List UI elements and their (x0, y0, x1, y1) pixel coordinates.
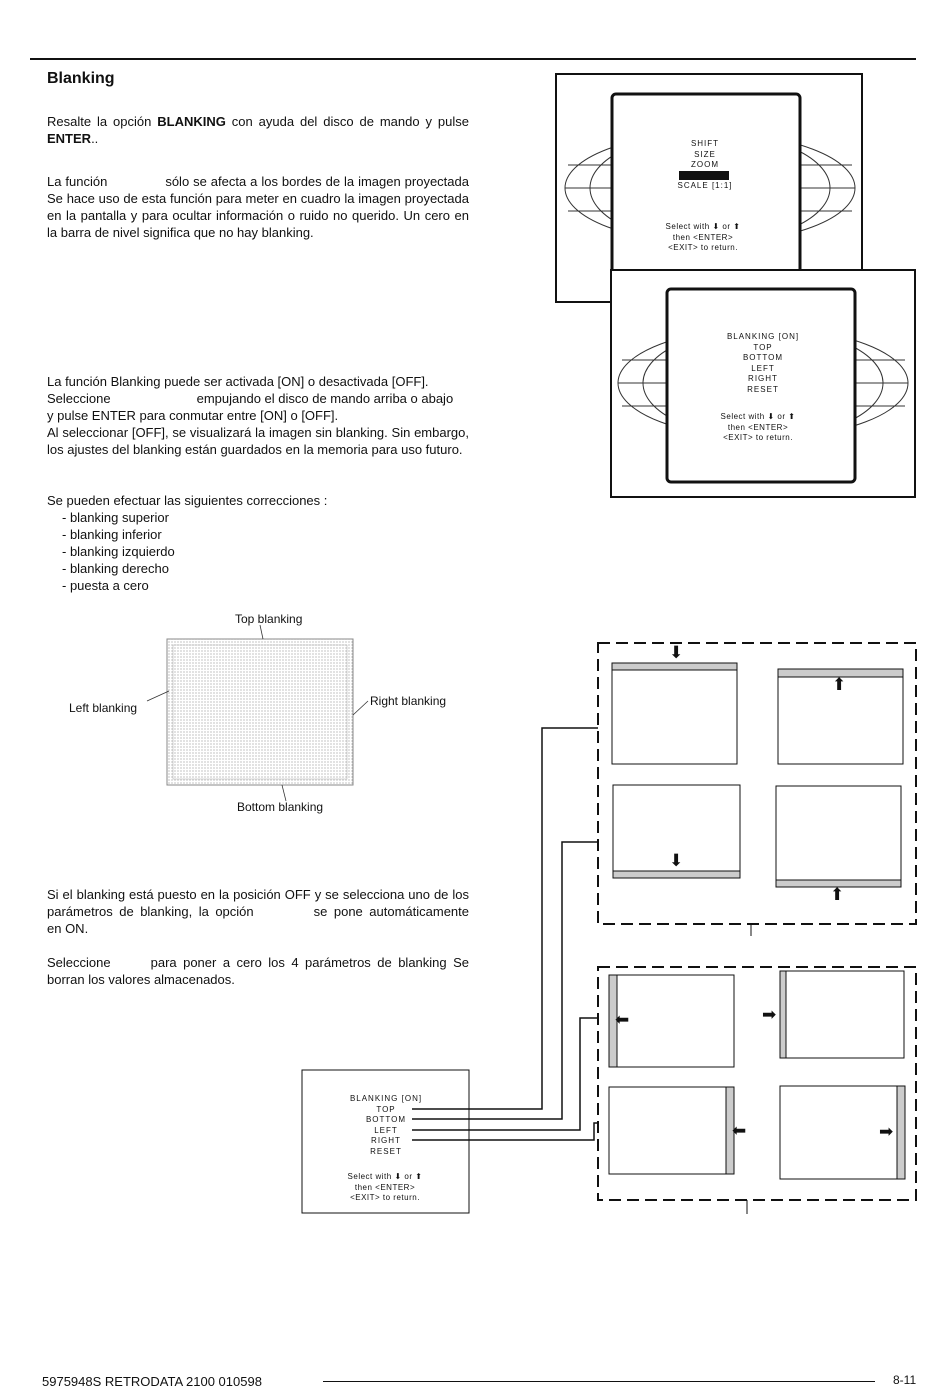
arrow-up-icon: ⬆ (788, 412, 796, 421)
arrow-down-icon: ⬇ (394, 1172, 402, 1181)
menu1-zoom: ZOOM (691, 160, 719, 169)
menu2-blanking: BLANKING [ON] (726, 332, 800, 341)
top-band-1 (612, 663, 737, 670)
p3-line1: La función Blanking puede ser activada [ON] o desactivada [OFF]. (47, 374, 429, 389)
footer-page-number: 8-11 (893, 1373, 917, 1387)
menu1-instructions (643, 222, 763, 254)
arrow-right-icon: ➡ (879, 1122, 894, 1141)
menu1-size: SIZE (694, 149, 716, 159)
section-heading: Blanking (47, 70, 115, 87)
arrow-left-icon: ⬅ (615, 1010, 630, 1029)
menu3-select-text: Select with (347, 1172, 392, 1181)
menu2-right: RIGHT (748, 374, 778, 383)
top-leader-line (260, 625, 263, 639)
menu2-left: LEFT (751, 363, 775, 373)
menu2-items (711, 332, 815, 395)
arrow-up-icon: ⬆ (415, 1172, 423, 1181)
paragraph-4: Se pueden efectuar las siguientes correcciones : (47, 493, 328, 508)
p3-seleccione: Seleccione (47, 391, 111, 406)
p3-line3: y pulse ENTER para conmutar entre [ON] o [OFF]. (47, 408, 339, 423)
label-top-blanking: Top blanking (235, 612, 303, 626)
menu3-left: LEFT (374, 1125, 398, 1135)
left-band-2 (780, 971, 786, 1058)
menu3-instructions (325, 1172, 445, 1204)
menu2-then: then <ENTER> (727, 422, 789, 432)
paragraph-2 (47, 173, 469, 241)
menu2-or: or (777, 412, 786, 421)
top-rule (30, 58, 916, 60)
screen-bottom-2 (776, 786, 901, 887)
p1-bold-blanking: BLANKING (157, 114, 226, 129)
menu1-items (663, 139, 747, 191)
footer-rule (323, 1381, 875, 1382)
menu2-reset: RESET (747, 384, 779, 394)
p3-line4: Al seleccionar [OFF], se visualizará la imagen sin blanking. Sin embargo, los ajustes del blanking están guardados en la memoria para uso futuro. (47, 425, 469, 457)
menu1-highlighted (663, 171, 747, 181)
label-bottom-blanking: Bottom blanking (237, 800, 324, 814)
label-left-blanking: Left blanking (69, 701, 138, 715)
menu3-or: or (404, 1172, 413, 1181)
corrections-list (62, 509, 175, 594)
menu3-top: TOP (376, 1104, 396, 1114)
list-item: - blanking izquierdo (62, 544, 175, 559)
right-band-2 (897, 1086, 905, 1179)
list-item: - puesta a cero (62, 578, 149, 593)
menu3-items (334, 1094, 438, 1157)
menu1-then: then <ENTER> (672, 232, 734, 242)
screen-right-1 (609, 1087, 734, 1174)
arrow-down-icon: ⬇ (767, 412, 775, 421)
arrow-down-icon: ⬇ (712, 222, 720, 231)
menu1-select-text: Select with (665, 222, 710, 231)
p1-bold-enter: ENTER (47, 131, 92, 146)
p5-text-rest: se pone automáticamente en ON. (47, 904, 469, 936)
bottom-leader-line (282, 785, 286, 801)
menu3-right: RIGHT (371, 1136, 401, 1145)
menu3-reset: RESET (370, 1146, 402, 1156)
menu1-scale: SCALE [1:1] (677, 180, 733, 190)
p2-text-rest: sólo se afecta a los bordes de la imagen proyectada Se hace uso de esta función para meter en cuadro la imagen proyectada en la pantalla y para ocultar información o ruido no querido. Un cero en la barra de nivel significa que no hay blanking. (47, 174, 469, 240)
footer-document-id: 5975948S RETRODATA 2100 010598 (42, 1374, 262, 1389)
list-item: - blanking inferior (62, 527, 162, 542)
screen-top-1 (612, 663, 737, 764)
menu-screens-illustration (550, 70, 930, 510)
p6-seleccione: Seleccione (47, 955, 111, 970)
arrow-right-icon: ➡ (762, 1005, 777, 1024)
paragraph-1 (47, 113, 469, 147)
menu2-select-text: Select with (720, 412, 765, 421)
p6-text-rest: para poner a cero los 4 parámetros de blanking Se borran los valores almacenados. (47, 955, 469, 987)
p1-text-mid: con ayuda del disco de mando y pulse (225, 114, 470, 129)
p3-line2: empujando el disco de mando arriba o abajo (196, 391, 454, 406)
menu2-exit: <EXIT> to return. (723, 433, 793, 442)
menu3-bottom: BOTTOM (365, 1115, 407, 1124)
menu1-exit: <EXIT> to return. (668, 243, 738, 252)
bottom-band-1 (613, 871, 740, 878)
list-item: - blanking superior (62, 510, 169, 525)
p2-text: La función (47, 174, 108, 189)
arrow-down-icon: ⬇ (669, 643, 684, 662)
left-leader-line (147, 691, 169, 701)
menu1-or: or (722, 222, 731, 231)
label-right-blanking: Right blanking (370, 694, 447, 708)
screen-left-2 (780, 971, 904, 1058)
connector-top (412, 728, 598, 1109)
arrow-up-icon: ⬆ (832, 675, 847, 694)
list-item: - blanking derecho (62, 561, 169, 576)
menu3-then: then <ENTER> (354, 1182, 416, 1192)
p1-text-end: .. (91, 131, 99, 146)
menu2-bottom: BOTTOM (742, 353, 784, 362)
menu2-instructions (698, 412, 818, 444)
arrow-down-icon: ⬇ (669, 851, 684, 870)
menu2-top: TOP (753, 342, 773, 352)
menu3-exit: <EXIT> to return. (350, 1193, 420, 1202)
arrow-up-icon: ⬆ (733, 222, 741, 231)
p1-text: Resalte la opción (47, 114, 158, 129)
arrow-left-icon: ⬅ (732, 1121, 747, 1140)
paragraph-3 (47, 373, 469, 458)
p5-text: Si el blanking está puesto en la posición OFF y se selecciona uno de los parámetros de blanking, la opción (47, 887, 469, 919)
menu3-blanking: BLANKING [ON] (349, 1094, 423, 1103)
menu1-shift: SHIFT (690, 139, 720, 148)
arrow-up-icon: ⬆ (830, 885, 845, 904)
